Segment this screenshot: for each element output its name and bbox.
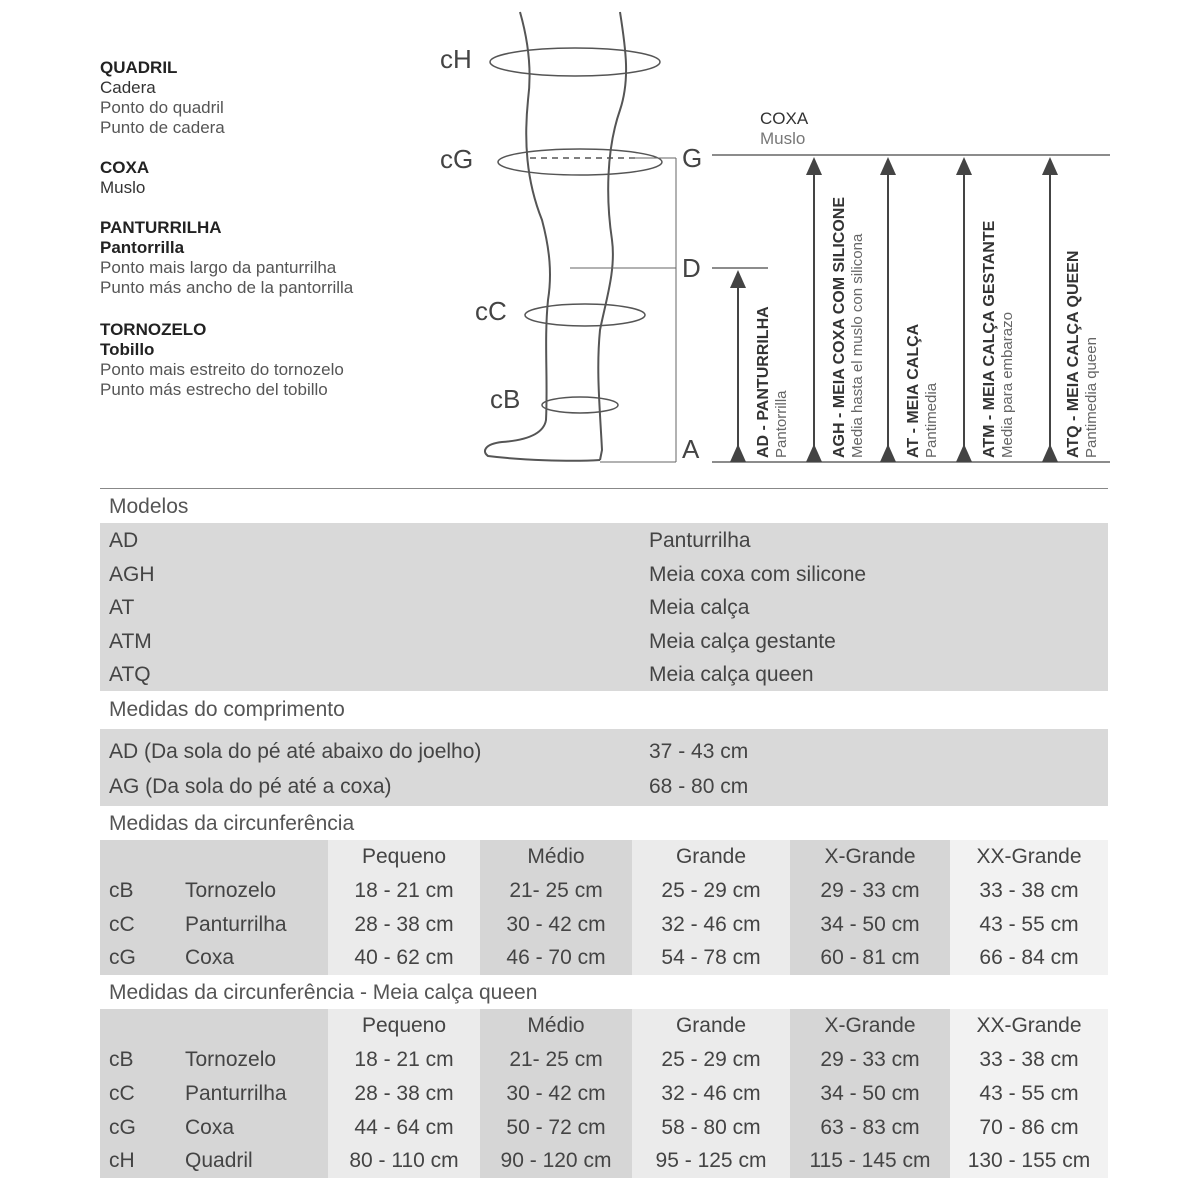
size-header: Grande	[632, 840, 790, 874]
lengths-table	[100, 729, 1108, 806]
row-code: cB	[100, 874, 176, 908]
legend-panturrilha	[100, 218, 440, 298]
size-value: 115 - 145 cm	[790, 1144, 950, 1178]
size-header: Grande	[632, 1009, 790, 1043]
size-value: 44 - 64 cm	[328, 1111, 480, 1145]
size-value: 25 - 29 cm	[632, 1043, 790, 1077]
row-name: Tornozelo	[176, 1043, 328, 1077]
size-value: 32 - 46 cm	[632, 1077, 790, 1111]
legend-description: Punto más ancho de la pantorrilla	[100, 278, 354, 297]
row-code: cB	[100, 1043, 176, 1077]
model-code: AD	[109, 529, 139, 552]
label-at	[905, 323, 940, 458]
size-value: 18 - 21 cm	[328, 874, 480, 908]
circumference-cc	[475, 296, 645, 326]
size-value: 30 - 42 cm	[480, 1077, 632, 1111]
size-value: 33 - 38 cm	[950, 874, 1108, 908]
legend-description: Ponto do quadril	[100, 98, 224, 117]
level-d-label: D	[682, 253, 701, 283]
legend-title: TORNOZELO	[100, 320, 207, 339]
cc-label: cC	[475, 296, 507, 326]
size-value: 43 - 55 cm	[950, 908, 1108, 942]
row-code: cH	[100, 1144, 176, 1178]
size-value: 58 - 80 cm	[632, 1111, 790, 1145]
label-agh	[831, 197, 866, 458]
legend-translation: Tobillo	[100, 340, 155, 359]
row-code: cC	[100, 908, 176, 942]
label-atq	[1065, 251, 1100, 458]
size-value: 50 - 72 cm	[480, 1111, 632, 1145]
model-code: AT	[109, 596, 135, 620]
coxa-title: COXA	[760, 109, 809, 128]
size-header: X-Grande	[790, 1009, 950, 1043]
cb-label: cB	[490, 384, 521, 414]
models-table	[100, 523, 1108, 691]
table-row	[100, 624, 1108, 658]
circ-table	[100, 840, 1108, 975]
size-value: 95 - 125 cm	[632, 1144, 790, 1178]
model-name: Meia calça	[649, 596, 750, 620]
empty-cell	[100, 1009, 176, 1043]
model-code: ATM	[109, 629, 152, 653]
size-header: Pequeno	[328, 840, 480, 874]
size-value: 130 - 155 cm	[950, 1144, 1108, 1178]
models-heading: Modelos	[109, 495, 189, 518]
model-code: AGH	[109, 562, 155, 586]
size-value: 43 - 55 cm	[950, 1077, 1108, 1111]
model-name: Panturrilha	[649, 529, 751, 552]
table-row	[100, 523, 1108, 557]
row-code: cC	[100, 1077, 176, 1111]
svg-text:Media para embarazo: Media para embarazo	[999, 312, 1016, 458]
size-value: 21- 25 cm	[480, 1043, 632, 1077]
svg-text:AT - MEIA CALÇA: AT - MEIA CALÇA	[905, 323, 922, 458]
size-value: 18 - 21 cm	[328, 1043, 480, 1077]
size-header: Pequeno	[328, 1009, 480, 1043]
size-value: 28 - 38 cm	[328, 1077, 480, 1111]
svg-text:ATM - MEIA CALÇA GESTANTE: ATM - MEIA CALÇA GESTANTE	[981, 220, 998, 458]
table-row	[100, 657, 1108, 691]
label-atm	[981, 220, 1016, 458]
size-value: 63 - 83 cm	[790, 1111, 950, 1145]
legend-coxa	[100, 158, 440, 198]
svg-text:AGH - MEIA COXA COM SILICONE: AGH - MEIA COXA COM SILICONE	[831, 196, 848, 458]
size-value: 32 - 46 cm	[632, 908, 790, 942]
size-value: 90 - 120 cm	[480, 1144, 632, 1178]
legend-translation: Pantorrilla	[100, 238, 185, 257]
size-value: 21- 25 cm	[480, 874, 632, 908]
size-value: 25 - 29 cm	[632, 874, 790, 908]
size-value: 54 - 78 cm	[632, 941, 790, 975]
table-row	[100, 590, 1108, 624]
measurement-legend	[100, 58, 440, 414]
row-name: Coxa	[176, 1111, 328, 1145]
size-value: 46 - 70 cm	[480, 941, 632, 975]
size-value: 60 - 81 cm	[790, 941, 950, 975]
coxa-subtitle: Muslo	[760, 129, 806, 148]
legend-description: Punto de cadera	[100, 118, 225, 137]
size-value: 28 - 38 cm	[328, 908, 480, 942]
queen-heading: Medidas da circunferência - Meia calça queen	[109, 981, 538, 1005]
level-g-label: G	[682, 143, 703, 173]
size-header: Médio	[480, 1009, 632, 1043]
legend-title: QUADRIL	[100, 58, 178, 77]
size-value: 30 - 42 cm	[480, 908, 632, 942]
size-value: 33 - 38 cm	[950, 1043, 1108, 1077]
length-label: AD (Da sola do pé até abaixo do joelho)	[109, 739, 482, 763]
row-code: cG	[100, 941, 176, 975]
row-name: Quadril	[176, 1144, 328, 1178]
empty-cell	[176, 840, 328, 874]
size-tables	[100, 488, 1108, 1178]
row-name: Panturrilha	[176, 1077, 328, 1111]
legend-description: Ponto mais largo da panturrilha	[100, 258, 337, 277]
length-label: AG (Da sola do pé até a coxa)	[109, 774, 392, 798]
svg-text:Media hasta el muslo con silic: Media hasta el muslo con silicona	[849, 233, 866, 458]
svg-text:AD - PANTURRILHA: AD - PANTURRILHA	[755, 306, 772, 458]
model-name: Meia calça gestante	[649, 629, 836, 653]
legend-title: PANTURRILHA	[100, 218, 222, 237]
row-code: cG	[100, 1111, 176, 1145]
leg-measurement-diagram	[430, 0, 1120, 480]
table-row	[100, 769, 1108, 804]
ch-label: cH	[440, 44, 472, 74]
svg-text:Pantimedia: Pantimedia	[923, 382, 940, 458]
label-ad	[755, 306, 790, 458]
length-value: 37 - 43 cm	[649, 739, 749, 763]
cg-label: cG	[440, 144, 474, 174]
table-row	[100, 734, 1108, 769]
level-a-label: A	[682, 434, 700, 464]
lengths-heading: Medidas do comprimento	[109, 697, 345, 721]
size-header: XX-Grande	[950, 840, 1108, 874]
circ-heading: Medidas da circunferência	[109, 811, 355, 835]
row-name: Tornozelo	[176, 874, 328, 908]
size-value: 70 - 86 cm	[950, 1111, 1108, 1145]
size-header: Médio	[480, 840, 632, 874]
size-value: 34 - 50 cm	[790, 1077, 950, 1111]
empty-cell	[176, 1009, 328, 1043]
leg-outline-front	[598, 12, 626, 460]
model-code: ATQ	[109, 663, 151, 687]
size-value: 29 - 33 cm	[790, 1043, 950, 1077]
size-value: 66 - 84 cm	[950, 941, 1108, 975]
legend-description: Punto más estrecho del tobillo	[100, 380, 328, 399]
table-row	[100, 557, 1108, 591]
legend-description: Ponto mais estreito do tornozelo	[100, 360, 344, 379]
size-value: 29 - 33 cm	[790, 874, 950, 908]
size-header: XX-Grande	[950, 1009, 1108, 1043]
svg-text:Pantimedia queen: Pantimedia queen	[1083, 337, 1100, 458]
row-name: Coxa	[176, 941, 328, 975]
size-header: X-Grande	[790, 840, 950, 874]
svg-text:Pantorrilla: Pantorrilla	[773, 390, 790, 458]
empty-cell	[100, 840, 176, 874]
legend-title: COXA	[100, 158, 150, 177]
legend-quadril	[100, 58, 440, 138]
size-value: 34 - 50 cm	[790, 908, 950, 942]
size-value: 40 - 62 cm	[328, 941, 480, 975]
row-name: Panturrilha	[176, 908, 328, 942]
size-value: 80 - 110 cm	[328, 1144, 480, 1178]
legend-translation: Muslo	[100, 178, 146, 197]
length-value: 68 - 80 cm	[649, 774, 749, 798]
queen-table	[100, 1009, 1108, 1178]
legend-translation: Cadera	[100, 78, 156, 97]
model-name: Meia coxa com silicone	[649, 562, 867, 586]
circumference-cg	[440, 144, 662, 175]
model-name: Meia calça queen	[649, 663, 814, 687]
legend-tornozelo	[100, 320, 440, 400]
svg-text:ATQ - MEIA CALÇA QUEEN: ATQ - MEIA CALÇA QUEEN	[1065, 250, 1082, 458]
